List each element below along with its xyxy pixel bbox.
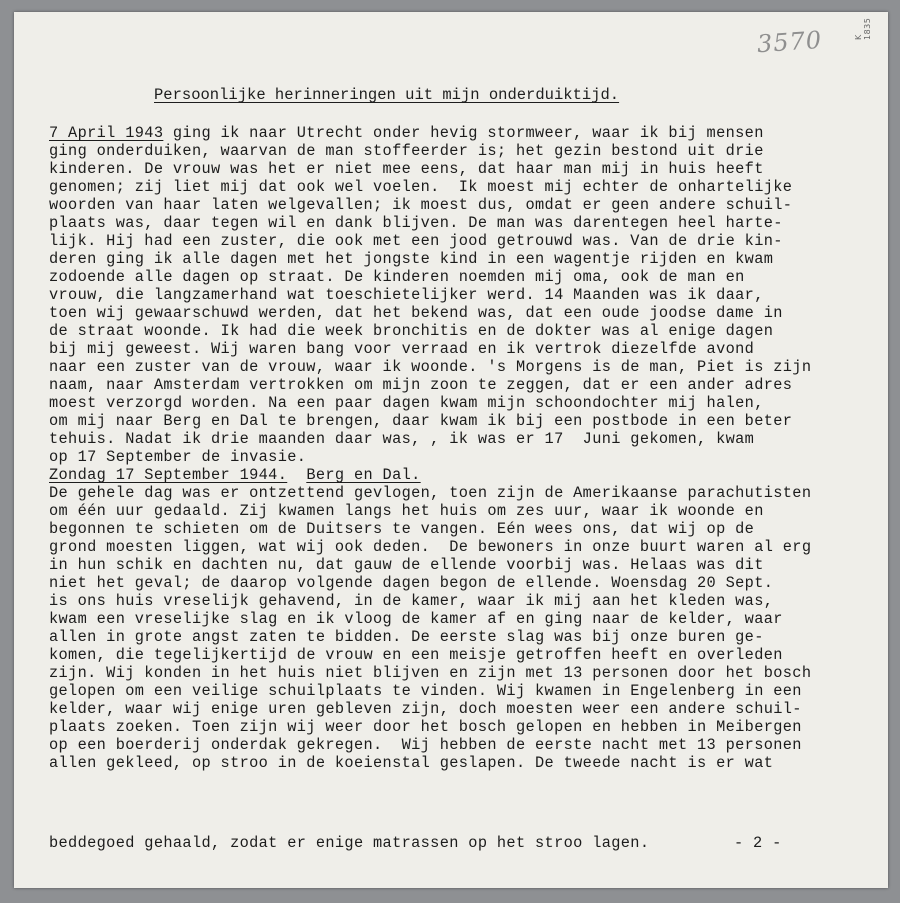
text-line: kwam een vreselijke slag en ik vloog de kamer af en ging naar de kelder, waar bbox=[49, 610, 783, 628]
text-line: ging onderduiken, waarvan de man stoffeerder is; het gezin bestond uit drie bbox=[49, 142, 764, 160]
handwritten-archive-number: 3570 bbox=[756, 25, 823, 59]
text-line: om mij naar Berg en Dal te brengen, daar kwam ik bij een postbode in een beter bbox=[49, 412, 793, 430]
text-line: kelder, waar wij enige uren gebleven zijn, doch moesten weer een andere schuil- bbox=[49, 700, 802, 718]
text-line: allen in grote angst zaten te bidden. De eerste slag was bij onze buren ge- bbox=[49, 628, 764, 646]
text-line: grond moesten liggen, wat wij ook deden. De bewoners in onze buurt waren al erg bbox=[49, 538, 812, 556]
page-number: - 2 - bbox=[734, 834, 782, 852]
text-line: vrouw, die langzamerhand wat toeschietelijker werd. 14 Maanden was ik daar, bbox=[49, 286, 764, 304]
text-line: begonnen te schieten om de Duitsers te vangen. Eén wees ons, dat wij op de bbox=[49, 520, 755, 538]
section-heading bbox=[49, 466, 421, 484]
text-line: naar een zuster van de vrouw, waar ik woonde. 's Morgens is de man, Piet is zijn bbox=[49, 358, 812, 376]
text-line: toen wij gewaarschuwd werden, dat het bekend was, dat een oude joodse dame in bbox=[49, 304, 783, 322]
text-line: kinderen. De vrouw was het er niet mee eens, dat haar man mij in huis heeft bbox=[49, 160, 764, 178]
archive-stamp: K 1835 bbox=[854, 17, 872, 40]
text-line: de straat woonde. Ik had die week bronchitis en de dokter was al enige dagen bbox=[49, 322, 774, 340]
text-line: De gehele dag was er ontzettend gevlogen, toen zijn de Amerikaanse parachutisten bbox=[49, 484, 812, 502]
text-line: deren ging ik alle dagen met het jongste kind in een wagentje rijden en kwam bbox=[49, 250, 774, 268]
text-line: om één uur gedaald. Zij kwamen langs het huis om zes uur, waar ik woonde en bbox=[49, 502, 764, 520]
text-line: op 17 September de invasie. bbox=[49, 448, 307, 466]
place-heading: Berg en Dal. bbox=[306, 466, 421, 484]
text-line: moest verzorgd worden. Na een paar dagen kwam mijn schoondochter mij halen, bbox=[49, 394, 764, 412]
text-line: is ons huis vreselijk gehavend, in de kamer, waar ik mij aan het kleden was, bbox=[49, 592, 774, 610]
text-line bbox=[49, 124, 764, 142]
text-line: beddegoed gehaald, zodat er enige matrassen op het stroo lagen. bbox=[49, 834, 650, 852]
text-line: komen, die tegelijkertijd de vrouw en een meisje getroffen heeft en overleden bbox=[49, 646, 783, 664]
text-line: op een boerderij onderdak gekregen. Wij hebben de eerste nacht met 13 personen bbox=[49, 736, 802, 754]
date-heading-1944: Zondag 17 September 1944. bbox=[49, 466, 288, 484]
text-line-content: ging ik naar Utrecht onder hevig stormweer, waar ik bij mensen bbox=[163, 124, 764, 142]
text-line: allen gekleed, op stroo in de koeienstal geslapen. De tweede nacht is er wat bbox=[49, 754, 774, 772]
document-title: Persoonlijke herinneringen uit mijn onderduiktijd. bbox=[154, 86, 620, 104]
typewritten-page bbox=[14, 12, 888, 888]
date-heading-1943: 7 April 1943 bbox=[49, 124, 164, 142]
text-line: tehuis. Nadat ik drie maanden daar was, , ik was er 17 Juni gekomen, kwam bbox=[49, 430, 755, 448]
text-line: bij mij geweest. Wij waren bang voor verraad en ik vertrok diezelfde avond bbox=[49, 340, 755, 358]
text-line: niet het geval; de daarop volgende dagen begon de ellende. Woensdag 20 Sept. bbox=[49, 574, 774, 592]
text-line: plaats was, daar tegen wil en dank blijven. De man was darentegen heel harte- bbox=[49, 214, 783, 232]
text-line: naam, naar Amsterdam vertrokken om mijn zoon te zeggen, dat er een ander adres bbox=[49, 376, 793, 394]
text-line: lijk. Hij had een zuster, die ook met een jood getrouwd was. Van de drie kin- bbox=[49, 232, 783, 250]
text-line: gelopen om een veilige schuilplaats te vinden. Wij kwamen in Engelenberg in een bbox=[49, 682, 802, 700]
text-line: woorden van haar laten welgevallen; ik moest dus, omdat er geen andere schuil- bbox=[49, 196, 793, 214]
text-line: in hun schik en dachten nu, dat gauw de ellende voorbij was. Helaas was dit bbox=[49, 556, 764, 574]
text-line: plaats zoeken. Toen zijn wij weer door het bosch gelopen en hebben in Meibergen bbox=[49, 718, 802, 736]
text-line: genomen; zij liet mij dat ook wel voelen. Ik moest mij echter de onhartelijke bbox=[49, 178, 793, 196]
text-line: zodoende alle dagen op straat. De kinderen noemden mij oma, ook de man en bbox=[49, 268, 745, 286]
text-line: zijn. Wij konden in het huis niet blijven en zijn met 13 personen door het bosch bbox=[49, 664, 812, 682]
